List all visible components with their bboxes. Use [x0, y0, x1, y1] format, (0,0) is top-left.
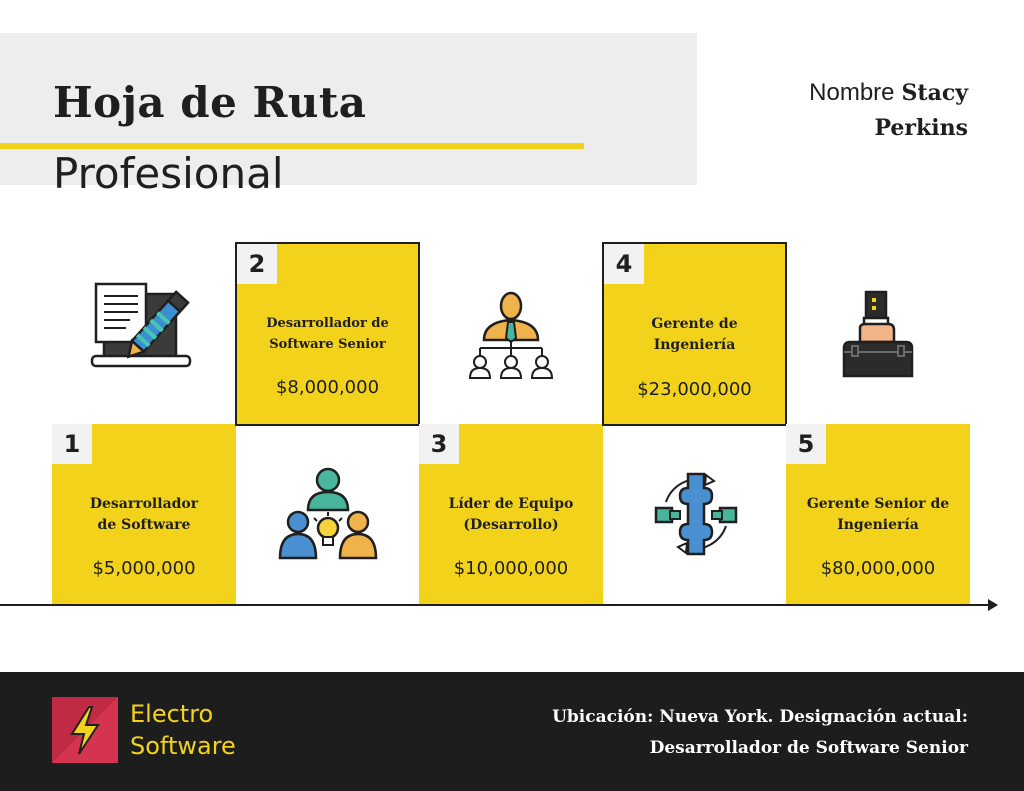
lightning-logo-icon	[52, 697, 118, 763]
step-1-card	[52, 424, 236, 606]
step-5-card	[786, 424, 970, 606]
name-block	[708, 76, 968, 146]
step-title: Gerente Senior de Ingeniería	[806, 496, 950, 533]
step-4-card	[602, 242, 787, 426]
step-title: Líder de Equipo (Desarrollo)	[448, 496, 574, 533]
company-name	[130, 698, 236, 762]
briefcase-hand-icon	[832, 288, 924, 380]
manager-hierarchy-icon	[466, 290, 556, 382]
step-title: Gerente de Ingeniería	[651, 316, 738, 353]
name-value: Stacy Perkins	[874, 80, 968, 141]
footer-info	[448, 702, 968, 764]
step-3-card	[419, 424, 603, 606]
step-salary: $10,000,000	[453, 558, 569, 579]
company-name-line1: Electro	[130, 700, 214, 728]
footer-designation: Desarrollador de Software Senior	[649, 738, 968, 758]
step-number: 3	[419, 424, 459, 464]
step-number: 2	[237, 244, 277, 284]
team-idea-icon	[276, 466, 380, 566]
step-title: Desarrollador de Software Senior	[266, 316, 389, 352]
step-number: 5	[786, 424, 826, 464]
timeline-arrow-icon	[988, 599, 998, 611]
timeline-axis	[0, 604, 990, 606]
puzzle-collaboration-icon	[648, 466, 744, 562]
laptop-document-pen-icon	[90, 282, 194, 374]
step-number: 1	[52, 424, 92, 464]
page-subtitle: Profesional	[53, 149, 284, 198]
step-salary: $23,000,000	[637, 379, 752, 400]
step-salary: $8,000,000	[275, 377, 380, 398]
step-2-card	[235, 242, 420, 426]
step-salary: $80,000,000	[820, 558, 936, 579]
step-number: 4	[604, 244, 644, 284]
page-title: Hoja de Ruta	[53, 78, 367, 127]
step-title: Desarrollador de Software	[89, 496, 199, 533]
company-name-line2: Software	[130, 732, 236, 760]
footer-location: Ubicación: Nueva York. Designación actual:	[552, 707, 968, 727]
name-label: Nombre	[809, 79, 895, 106]
step-salary: $5,000,000	[92, 558, 196, 579]
